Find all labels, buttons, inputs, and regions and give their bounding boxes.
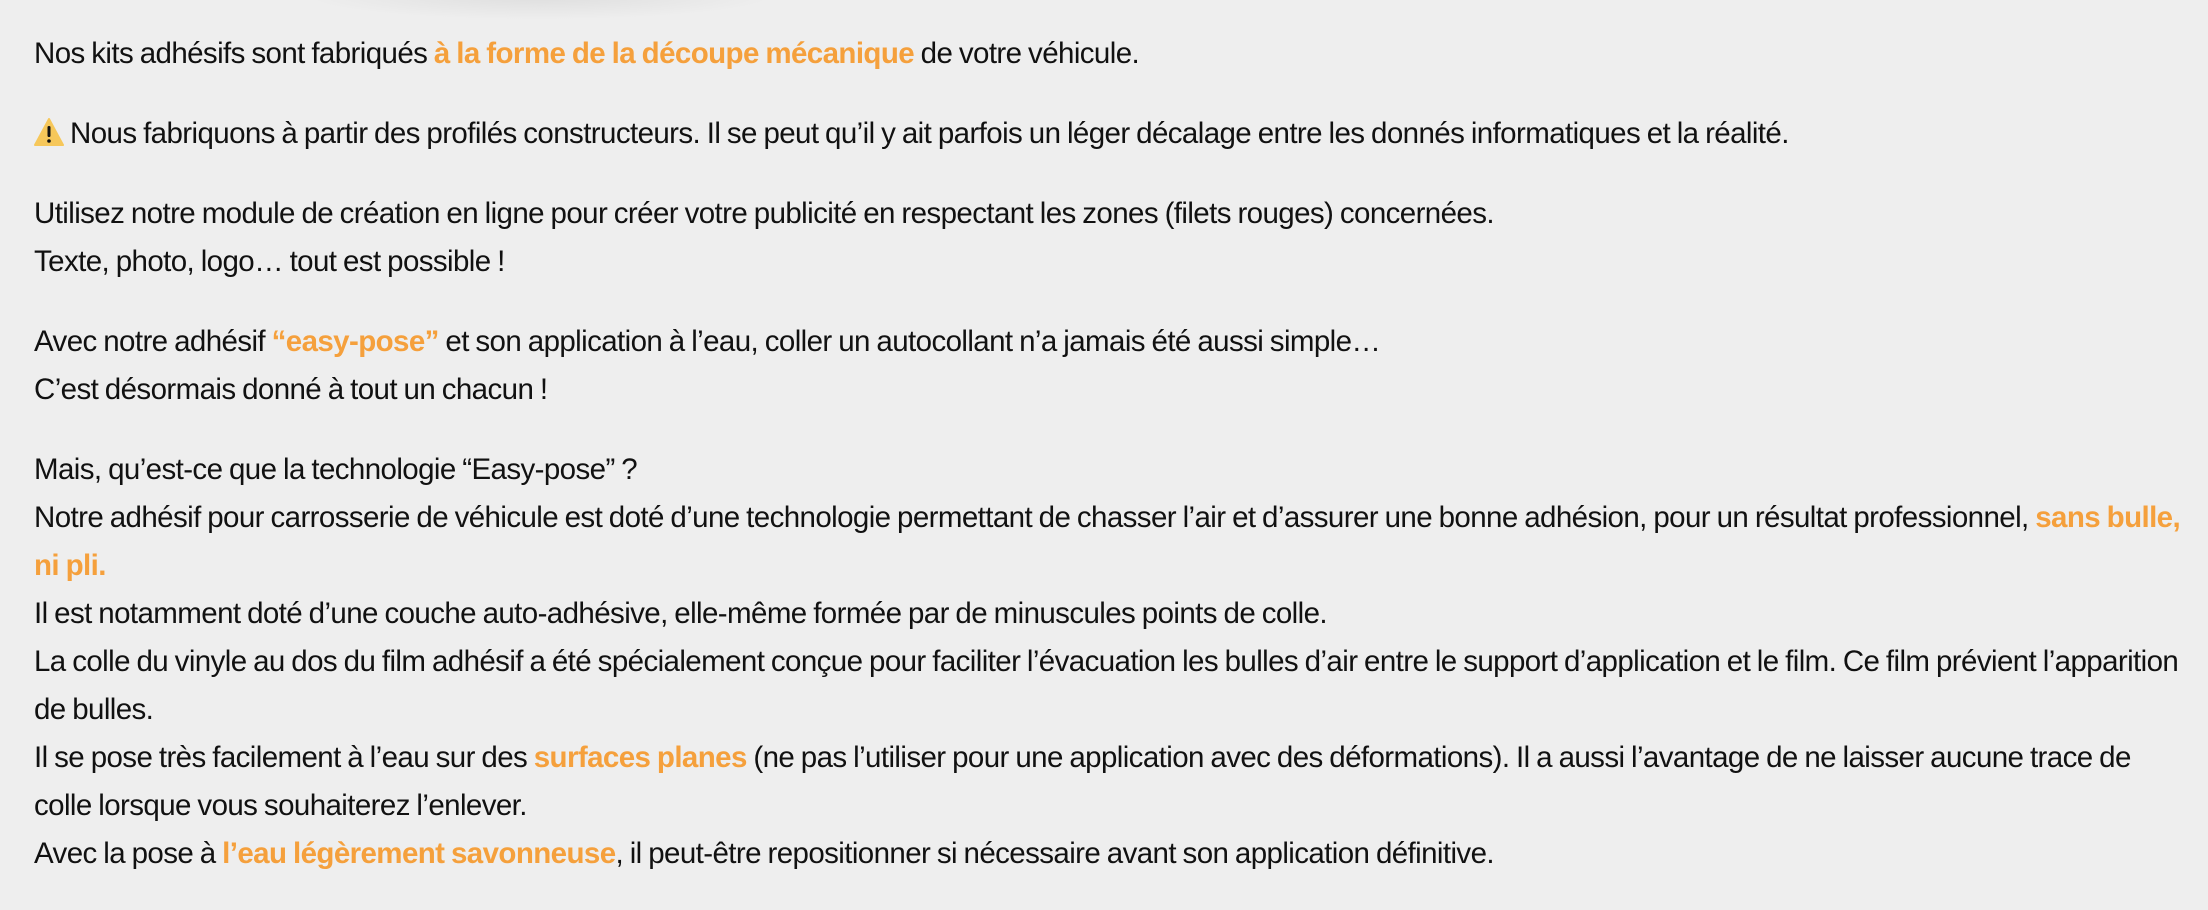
text: Notre adhésif pour carrosserie de véhicule est doté d’une technologie permettant de chasser l’air et d’assurer une bonne adhésion, pour un résultat professionnel,: [34, 501, 2036, 534]
warning-icon: [34, 118, 64, 146]
paragraph-technology: [34, 446, 2184, 878]
paragraph-easy-pose: [34, 318, 2184, 414]
text: C’est désormais donné à tout un chacun !: [34, 373, 548, 406]
highlight-text: surfaces planes: [533, 741, 747, 774]
highlight-text: sans bulle, ni pli.: [34, 501, 2181, 582]
text: Avec la pose à: [34, 837, 223, 870]
text: Avec notre adhésif: [34, 325, 272, 358]
text: et son application à l’eau, coller un autocollant n’a jamais été aussi simple…: [438, 325, 1381, 358]
text: Il est notamment doté d’une couche auto-adhésive, elle-même formée par de minuscules points de colle.: [34, 597, 1327, 630]
highlight-text: l’eau légèrement savonneuse: [222, 837, 616, 870]
text: Il se pose très facilement à l’eau sur des: [34, 741, 534, 774]
top-shadow: [300, 0, 780, 20]
text: , il peut-être repositionner si nécessaire avant son application définitive.: [615, 837, 1494, 870]
highlight-text: “easy-pose”: [271, 325, 439, 358]
text: La colle du vinyle au dos du film adhésif a été spécialement conçue pour faciliter l’évacuation les bulles d’air entre le support d’application et le film. Ce film prévient l’apparition de bulles.: [34, 645, 2179, 726]
text: Mais, qu’est-ce que la technologie “Easy-pose” ?: [34, 453, 638, 486]
product-description: [34, 30, 2184, 910]
paragraph-module: [34, 190, 2184, 286]
warning-text: Nous fabriquons à partir des profilés constructeurs. Il se peut qu’il y ait parfois un léger décalage entre les donnés informatiques et la réalité.: [70, 117, 1789, 150]
text: Texte, photo, logo… tout est possible !: [34, 245, 505, 278]
highlight-text: à la forme de la découpe mécanique: [433, 37, 915, 70]
paragraph-warning: [34, 110, 2184, 158]
text: (ne pas l’utiliser pour une application avec des déformations). Il a aussi l’avantage de ne laisser aucune trace de colle lorsque vous souhaiterez l’enlever.: [34, 741, 2131, 822]
text: Nos kits adhésifs sont fabriqués: [34, 37, 434, 70]
text: Utilisez notre module de création en ligne pour créer votre publicité en respectant les zones (filets rouges) concernées.: [34, 197, 1494, 230]
paragraph-shape: [34, 30, 2184, 78]
text: de votre véhicule.: [914, 37, 1140, 70]
